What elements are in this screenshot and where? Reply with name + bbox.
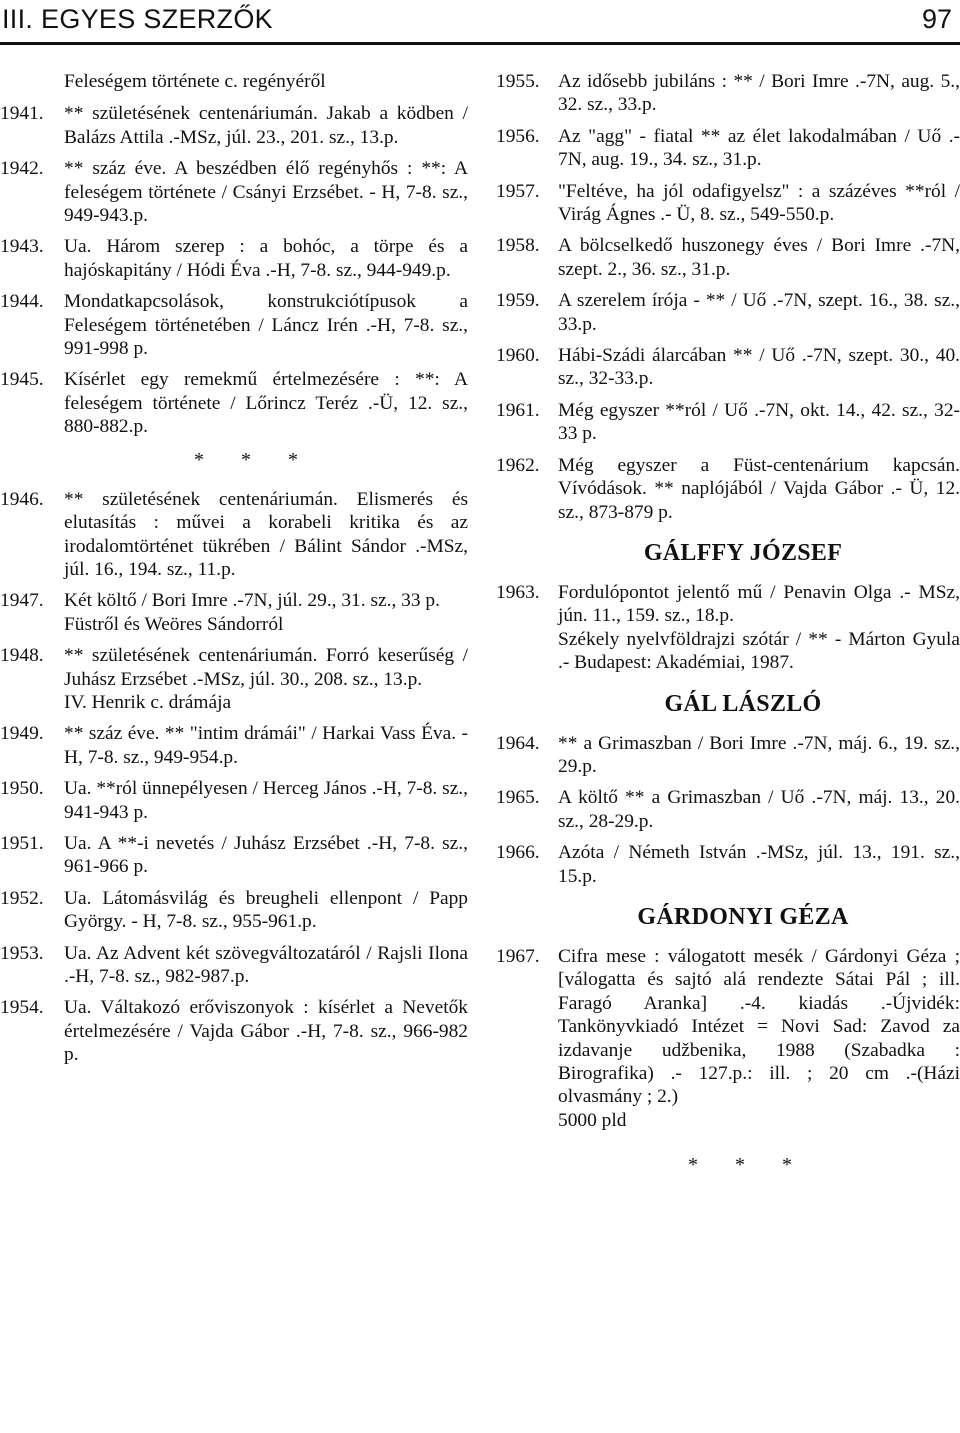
page-number: 97: [921, 4, 952, 34]
entry-text: ** születésének centenáriumán. Jakab a ködben / Balázs Attila .-MSz, júl. 23., 201. sz., 13.p.: [64, 103, 468, 148]
entry-1945: [0, 368, 468, 438]
entry-text: ** a Grimaszban / Bori Imre .-7N, máj. 6., 19. sz., 29.p.: [558, 732, 960, 777]
entry-text: A szerelem írója - ** / Uő .-7N, szept. 16., 38. sz., 33.p.: [558, 290, 960, 335]
entry-1959: [496, 289, 960, 336]
entry-number: 1963.: [496, 581, 540, 603]
entry-text: Ua. Látomásvilág és breugheli ellenpont / Papp György. - H, 7-8. sz., 955-961.p.: [64, 887, 468, 933]
entry-number: 1944.: [0, 291, 44, 313]
entry-number: 1958.: [496, 235, 540, 257]
entry-number: 1965.: [496, 787, 540, 809]
entry-note: 5000 pld: [558, 1109, 627, 1131]
entry-1967: [496, 945, 960, 1132]
entry-text: Ua. Három szerep : a bohóc, a törpe és a hajóskapitány / Hódi Éva .-H, 7-8. sz., 944-949.p.: [64, 236, 468, 281]
entry-text: Még egyszer **ról / Uő .-7N, okt. 14., 42. sz., 32-33 p.: [558, 399, 960, 445]
entry-1960: [496, 344, 960, 391]
header-rule: [0, 42, 960, 45]
entry-1952: [0, 887, 468, 934]
entry-text: [496, 945, 960, 1132]
entry-number: 1955.: [496, 71, 540, 92]
entry-text: A bölcselkedő huszonegy éves / Bori Imre .-7N, szept. 2., 36. sz., 31.p.: [558, 235, 960, 280]
author-heading: GÁL LÁSZLÓ: [664, 690, 822, 717]
entry-number: 1956.: [496, 125, 540, 147]
entry-1956: [496, 125, 960, 172]
entry-text: A költő ** a Grimaszban / Uő .-7N, máj. 13., 20. sz., 28-29.p.: [558, 787, 960, 832]
entry-1966: [496, 841, 960, 888]
entry-text: ** születésének centenáriumán. Elismerés és elutasítás : művei a korabeli kritika és az irodalomtörténet tükrében / Bálint Sándor .-MSz, júl. 16., 194. sz., 11.p.: [64, 488, 468, 580]
entry-number: 1950.: [0, 778, 44, 800]
entry-text: Ua. **ról ünnepélyesen / Herceg János .-H, 7-8. sz., 941-943 p.: [64, 778, 468, 823]
entry-note: Füstről és Weöres Sándorról: [64, 613, 284, 635]
entry-number: 1951.: [0, 832, 44, 854]
entry-1958: [496, 234, 960, 281]
entry-1965: [496, 786, 960, 833]
entry-1957: [496, 180, 960, 227]
entry-number: 1948.: [0, 645, 44, 667]
entry-1941: [0, 102, 468, 149]
entry-1946: [0, 488, 468, 582]
entry-text: [0, 644, 468, 714]
entry-1961: [496, 399, 960, 446]
entry-1950: [0, 777, 468, 824]
entry-text: Az "agg" - fiatal ** az élet lakodalmában / Uő .- 7N, aug. 19., 34. sz., 31.p.: [558, 125, 960, 171]
running-head: III. EGYES SZERZŐK: [2, 4, 273, 34]
right-column: [496, 70, 960, 1177]
entry-1944: [0, 290, 468, 360]
entry-number: 1964.: [496, 732, 540, 754]
entry-text: ** száz éve. ** "intim drámái" / Harkai Vass Éva. - H, 7-8. sz., 949-954.p.: [64, 723, 468, 768]
entry-1962: [496, 454, 960, 524]
entry-1955: [496, 70, 960, 117]
entry-text: Hábi-Szádi álarcában ** / Uő .-7N, szept. 30., 40. sz., 32-33.p.: [558, 345, 960, 390]
entry-text: Még egyszer a Füst-centenárium kapcsán. Vívódások. ** naplójából / Vajda Gábor .- Ü, 12. sz., 873-879 p.: [558, 454, 960, 523]
entry-number: 1959.: [496, 290, 540, 312]
section-separator: * * *: [688, 1154, 808, 1177]
entry-text: Mondatkapcsolások, konstrukciótípusok a Feleségem történetében / Láncz Irén .-H, 7-8. sz., 991-998 p.: [64, 291, 468, 360]
entry-number: 1957.: [496, 180, 540, 202]
entry-text: Azóta / Németh István .-MSz, júl. 13., 191. sz., 15.p.: [558, 842, 960, 887]
entry-number: 1943.: [0, 236, 44, 258]
author-heading: GÁRDONYI GÉZA: [637, 903, 849, 930]
entry-citation: ** születésének centenáriumán. Forró keserűség / Juhász Erzsébet .-MSz, júl. 30., 208. sz., 13.p.: [64, 645, 468, 690]
entry-text: [496, 581, 960, 675]
entry-text: ** száz éve. A beszédben élő regényhős : **: A feleségem története / Csányi Erzsébet. - H, 7-8. sz., 949-943.p.: [64, 158, 468, 227]
entry-number: 1962.: [496, 454, 540, 476]
entry-number: 1952.: [0, 887, 44, 909]
entry-note: Székely nyelvföldrajzi szótár / ** - Márton Gyula .- Budapest: Akadémiai, 1987.: [558, 628, 960, 674]
entry-citation: Fordulópontot jelentő mű / Penavin Olga .- MSz, jún. 11., 159. sz., 18.p.: [558, 581, 960, 627]
entry-number: 1954.: [0, 997, 44, 1019]
entry-1964: [496, 732, 960, 779]
entry-1947: [0, 589, 468, 636]
entry-1948: [0, 644, 468, 714]
entry-1949: [0, 722, 468, 769]
entry-1942: [0, 157, 468, 227]
entry-text: Ua. Váltakozó erőviszonyok : kísérlet a Nevetők értelmezésére / Vajda Gábor .-H, 7-8. sz., 966-982 p.: [64, 997, 468, 1066]
entry-text: Kísérlet egy remekmű értelmezésére : **: A feleségem története / Lőrincz Teréz .-Ü, 12. sz., 880-882.p.: [64, 369, 468, 438]
entry-number: 1967.: [496, 945, 540, 967]
entry-text: Az idősebb jubiláns : ** / Bori Imre .-7N, aug. 5., 32. sz., 33.p.: [558, 71, 960, 116]
entry-number: 1961.: [496, 399, 540, 421]
entry-1963: [496, 581, 960, 675]
entry-number: 1960.: [496, 345, 540, 367]
left-column: [0, 70, 468, 1075]
entry-note: IV. Henrik c. drámája: [64, 691, 232, 713]
entry-1954: [0, 996, 468, 1066]
entry-citation: Cifra mese : válogatott mesék / Gárdonyi Géza ; [válogatta és sajtó alá rendezte Sátai Pál ; ill. Faragó Aranka] .-4. kiadás .-Újvidék: Tankönyvkiadó Intézet = Novi Sad: Zavod za izdavanje udžbenika, 1988 (Szabadka : Birografika) .- 127.p.: ill. ; 20 cm .-(Házi olvasmány ; 2.): [558, 945, 960, 1108]
entry-1951: [0, 832, 468, 879]
entry-text: [0, 589, 468, 636]
entry-number: 1941.: [0, 103, 44, 125]
entry-number: 1966.: [496, 842, 540, 864]
entry-number: 1942.: [0, 158, 44, 180]
entry-text: "Feltéve, ha jól odafigyelsz" : a százéves **ról / Virág Ágnes .- Ü, 8. sz., 549-550.p.: [558, 180, 960, 226]
continuation-text: Feleségem története c. regényéről: [64, 71, 326, 92]
entry-number: 1945.: [0, 369, 44, 391]
section-separator: * * *: [194, 448, 314, 471]
entry-text: Ua. Az Advent két szövegváltozatáról / Rajsli Ilona .-H, 7-8. sz., 982-987.p.: [64, 942, 468, 987]
entry-1953: [0, 942, 468, 989]
page-header: [0, 0, 960, 46]
entry-citation: Két költő / Bori Imre .-7N, júl. 29., 31. sz., 33 p.: [64, 590, 440, 612]
entry-number: 1953.: [0, 942, 44, 964]
entry-number: 1946.: [0, 488, 44, 510]
entry-text: Ua. A **-i nevetés / Juhász Erzsébet .-H, 7-8. sz., 961-966 p.: [64, 832, 468, 878]
author-heading: GÁLFFY JÓZSEF: [643, 539, 843, 566]
entry-number: 1949.: [0, 723, 44, 745]
entry-1943: [0, 235, 468, 282]
entry-number: 1947.: [0, 590, 44, 612]
